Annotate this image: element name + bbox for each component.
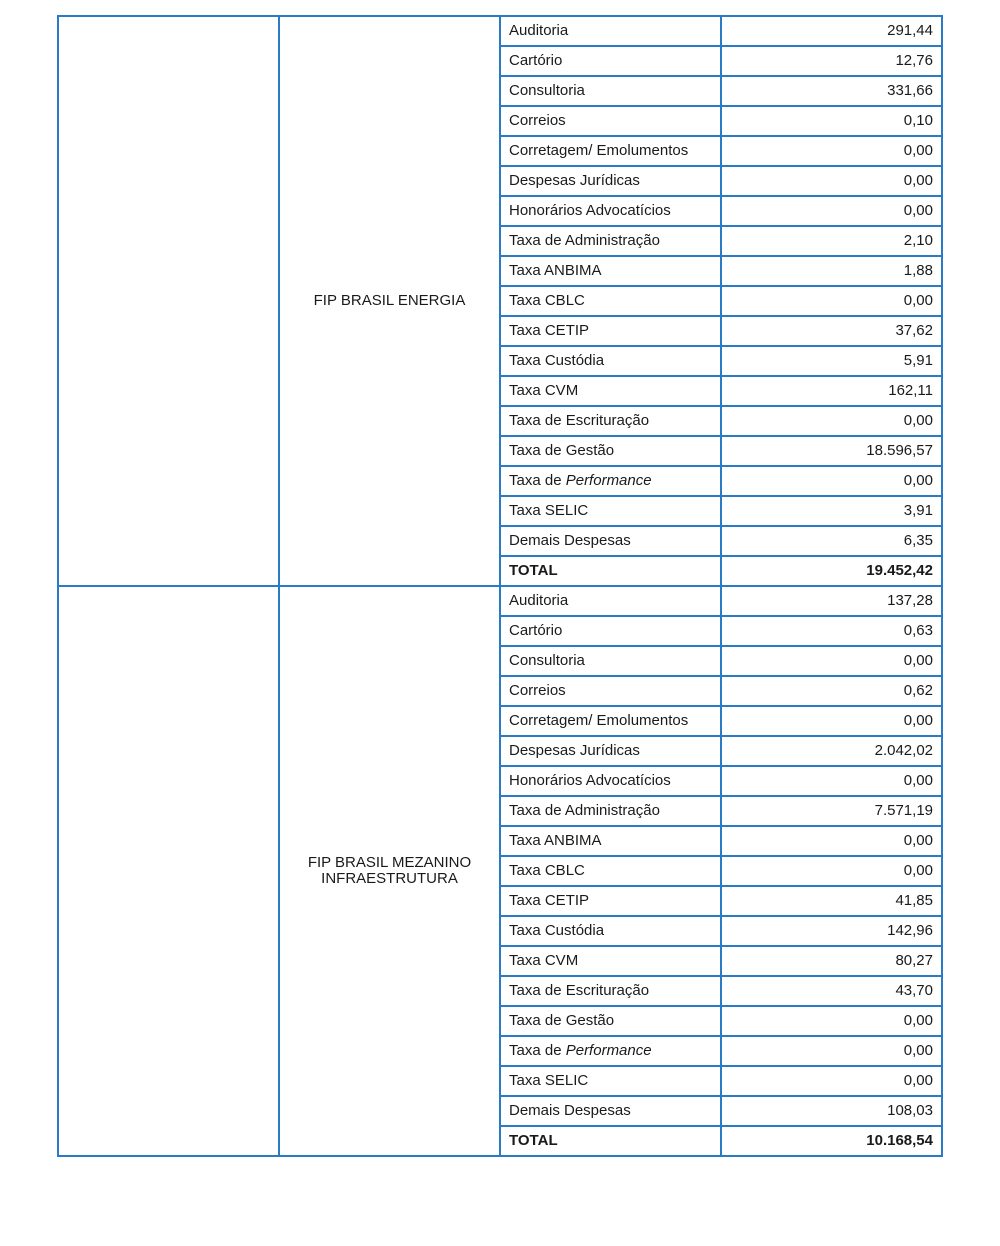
expense-label	[500, 616, 721, 646]
expense-label-text: Consultoria	[509, 82, 585, 99]
expense-value: 0,00	[721, 1006, 942, 1036]
expense-value: 0,00	[721, 1066, 942, 1096]
expense-value: 6,35	[721, 526, 942, 556]
expense-label-text: Taxa CBLC	[509, 292, 585, 309]
expense-label-text: Taxa CBLC	[509, 862, 585, 879]
expense-label	[500, 676, 721, 706]
expense-value: 0,62	[721, 676, 942, 706]
expense-value: 12,76	[721, 46, 942, 76]
expense-value: 5,91	[721, 346, 942, 376]
expense-label	[500, 76, 721, 106]
expense-value: 0,00	[721, 826, 942, 856]
expense-label	[500, 586, 721, 616]
expense-value: 7.571,19	[721, 796, 942, 826]
expense-label-text: Auditoria	[509, 22, 569, 39]
expense-label	[500, 1036, 721, 1066]
expense-value: 331,66	[721, 76, 942, 106]
expense-label	[500, 286, 721, 316]
expense-label-text: Taxa de Gestão	[509, 1012, 615, 1029]
expense-label	[500, 466, 721, 496]
expense-label	[500, 346, 721, 376]
expense-label	[500, 796, 721, 826]
expense-value: 37,62	[721, 316, 942, 346]
expense-label	[500, 106, 721, 136]
expense-label-text: Despesas Jurídicas	[509, 172, 640, 189]
expense-value: 2.042,02	[721, 736, 942, 766]
expense-value: 142,96	[721, 916, 942, 946]
expense-label	[500, 766, 721, 796]
expense-label	[500, 736, 721, 766]
expense-label	[500, 376, 721, 406]
expense-label	[500, 946, 721, 976]
expense-value: 291,44	[721, 16, 942, 46]
expense-label-text: Taxa CETIP	[509, 322, 590, 339]
expense-label	[500, 916, 721, 946]
expense-label	[500, 46, 721, 76]
expense-label	[500, 706, 721, 736]
expense-label-text: Correios	[509, 112, 566, 129]
total-label: TOTAL	[500, 556, 721, 586]
expense-value: 0,00	[721, 856, 942, 886]
fund-name: FIP BRASIL ENERGIA	[279, 16, 500, 586]
expense-label	[500, 226, 721, 256]
expense-label	[500, 1066, 721, 1096]
expense-label-text: Auditoria	[509, 592, 569, 609]
expense-label-text: Taxa Custódia	[509, 352, 605, 369]
expense-label-text: Taxa ANBIMA	[509, 832, 602, 849]
expense-value: 0,00	[721, 286, 942, 316]
expense-label	[500, 856, 721, 886]
expense-label-text: Cartório	[509, 622, 563, 639]
expense-label	[500, 826, 721, 856]
expense-label-text: Taxa de Administração	[509, 802, 660, 819]
expense-label-text: Honorários Advocatícios	[509, 772, 671, 789]
expense-label-text: Corretagem/ Emolumentos	[509, 142, 689, 159]
expense-value: 1,88	[721, 256, 942, 286]
expense-value: 0,00	[721, 406, 942, 436]
table-row	[58, 586, 942, 616]
expense-label	[500, 256, 721, 286]
expense-label-text: Taxa de	[509, 1042, 566, 1059]
expense-label-text: Taxa de Escrituração	[509, 982, 650, 999]
expense-value: 43,70	[721, 976, 942, 1006]
expense-value: 0,00	[721, 196, 942, 226]
expense-label-text: Demais Despesas	[509, 1102, 631, 1119]
expense-value: 2,10	[721, 226, 942, 256]
expense-label-text: Taxa ANBIMA	[509, 262, 602, 279]
expense-label-text: Taxa de Gestão	[509, 442, 615, 459]
expense-label-text: Consultoria	[509, 652, 585, 669]
expense-label-text: Cartório	[509, 52, 563, 69]
expense-label-italic: Performance	[565, 472, 652, 489]
expense-label-text: Taxa CETIP	[509, 892, 590, 909]
expense-label	[500, 316, 721, 346]
total-label: TOTAL	[500, 1126, 721, 1156]
expense-label	[500, 976, 721, 1006]
expense-value: 0,00	[721, 646, 942, 676]
expense-label-text: Taxa de Administração	[509, 232, 660, 249]
table-row	[58, 16, 942, 46]
expense-label-text: Taxa de Escrituração	[509, 412, 650, 429]
expense-label-text: Taxa Custódia	[509, 922, 605, 939]
expense-label	[500, 886, 721, 916]
expense-label-text: Taxa CVM	[509, 952, 579, 969]
expense-value: 0,10	[721, 106, 942, 136]
expense-label-text: Taxa CVM	[509, 382, 579, 399]
expenses-table-body	[58, 16, 942, 1156]
expense-value: 3,91	[721, 496, 942, 526]
expenses-table	[57, 15, 943, 1157]
expense-value: 41,85	[721, 886, 942, 916]
expense-value: 0,00	[721, 766, 942, 796]
expense-value: 0,63	[721, 616, 942, 646]
expense-label	[500, 16, 721, 46]
expense-value: 0,00	[721, 1036, 942, 1066]
expense-label	[500, 406, 721, 436]
blank-cell	[58, 586, 279, 1156]
total-value: 10.168,54	[721, 1126, 942, 1156]
expense-value: 18.596,57	[721, 436, 942, 466]
expense-value: 137,28	[721, 586, 942, 616]
total-value: 19.452,42	[721, 556, 942, 586]
expense-label	[500, 196, 721, 226]
expense-label-italic: Performance	[565, 1042, 652, 1059]
expense-value: 80,27	[721, 946, 942, 976]
expense-label-text: Taxa SELIC	[509, 1072, 589, 1089]
expense-label-text: Corretagem/ Emolumentos	[509, 712, 689, 729]
expense-label	[500, 436, 721, 466]
fund-name: FIP BRASIL MEZANINO INFRAESTRUTURA	[279, 586, 500, 1156]
expense-label-text: Despesas Jurídicas	[509, 742, 640, 759]
expense-label-text: Taxa SELIC	[509, 502, 589, 519]
expense-value: 0,00	[721, 466, 942, 496]
expense-label	[500, 646, 721, 676]
expense-value: 162,11	[721, 376, 942, 406]
expense-label	[500, 136, 721, 166]
expense-value: 0,00	[721, 706, 942, 736]
expense-value: 0,00	[721, 136, 942, 166]
expense-label-text: Demais Despesas	[509, 532, 631, 549]
expense-value: 0,00	[721, 166, 942, 196]
expense-label	[500, 496, 721, 526]
expense-value: 108,03	[721, 1096, 942, 1126]
expense-label	[500, 526, 721, 556]
expense-label-text: Taxa de	[509, 472, 566, 489]
blank-cell	[58, 16, 279, 586]
expense-label	[500, 166, 721, 196]
expense-label-text: Honorários Advocatícios	[509, 202, 671, 219]
expense-label	[500, 1096, 721, 1126]
expense-label	[500, 1006, 721, 1036]
expense-label-text: Correios	[509, 682, 566, 699]
